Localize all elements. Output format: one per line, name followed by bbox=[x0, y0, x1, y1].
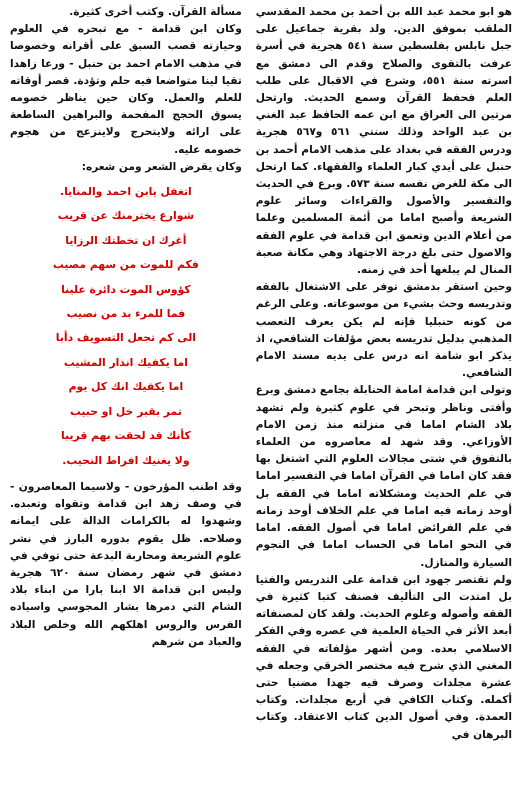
works-paragraph: ولم تقتصر جهود ابن قدامة على التدريس والفتيا بل امتدت الى التأليف فصنف كتبا كثيرة في الفقه وأصوله وعلوم الحديث. ولقد كان لمصنفاته أبعد الأثر في الحياة العلمية في عصره وفي الفكر الاسلامي بعده. ومن أشهر مؤلفاته في الفقه المغني الذي شرح فيه مختصر الخرقي وجعله في عشرة مجلدات وصرف فيه جهدا مضنيا حتى أكمله. وكتاب الكافي في أربع مجلدات. وكتاب العمدة. وفي أصول الدين كتاب الاعتقاد. وكتاب البرهان في bbox=[255, 573, 512, 741]
poem bbox=[10, 180, 242, 473]
after-poem bbox=[10, 479, 242, 651]
left-column bbox=[10, 4, 242, 796]
poem-line: ولا يغنيك افراط النحيب. bbox=[62, 453, 190, 467]
imamate-paragraph: وتولى ابن قدامة امامة الحنابلة بجامع دمشق وبرع وأفتى وناظر وتبحر في علوم كثيرة ولم تشهد بلاد الشام اماما في منزلته منذ زمن الامام الأوزاعي. وقد شهد له معاصروه من العلماء بالتفوق في شتى مجالات العلوم التي اشتغل بها فقد كان اماما في القرآن اماما في التفسير اماما في علم الحديث ومشكلاته اماما في الفقه بل أوحد زمانه فيه اماما في علم الخلاف أوحد زمانه في علم الفرائض اماما في أصول الفقه. اماما في النحو اماما في الحساب اماما في النجوم السيارة والمنازل. bbox=[255, 384, 512, 569]
poem-line: تمر بقبر خل او حبيب bbox=[69, 404, 182, 418]
poem-line: الى كم تجعل التسويف دأبا bbox=[55, 331, 196, 345]
poem-intro: وكان يقرض الشعر ومن شعره: bbox=[81, 160, 242, 173]
poem-line: أغرك ان تخطتك الرزايا bbox=[65, 233, 187, 247]
right-column bbox=[256, 4, 512, 796]
poem-line: اما يكفيك انذار المشيب bbox=[63, 355, 188, 369]
poem-line: فكم للموت من سهم مصيب bbox=[52, 258, 199, 272]
poem-line: كأنك قد لحقت بهم قريبا bbox=[61, 429, 191, 443]
damascus-paragraph: وحين استقر بدمشق توفر على الاشتغال بالفقه وتدريسه وحث بشيء من موسوعاته. وعلى الرغم من كونه حنبليا فإنه لم يكن يعرف التعصب المذهبي بدليل تدريسه بعض مؤلفات الشافعي، اذ يذكر ابو شامة انه درس على يديه مسند الامام الشافعي. bbox=[255, 281, 512, 380]
intro-paragraph: هو ابو محمد عبد الله بن أحمد بن محمد المقدسي الملقب بموفق الدين. ولد بقرية جماعيل على جبل نابلس بفلسطين سنة ٥٤١ هجرية في أسرة عرفت بالتقوى والصلاح وقدم الى دمشق مع اسرته سنة ٥٥١، وشرع في الاقبال على طلب العلم فحفظ القرآن وسمع الحديث. وارتحل مرتين الى العراق مع ابن عمه الحافظ عبد الغني بن عبد الواحد وذلك سنتي ٥٦١ و٥٦٧ هجرية ودرس الفقه في بغداد على مذهب الامام أحمد بن حنبل على أيدي كبار العلماء والفقهاء. كما ارتحل الى مكة للغرض نفسه سنة ٥٧٣. وبرع في الحديث والتفسير والأصول والقراءات وسائر علوم الشريعة وأصبح اماما من أئمة المسلمين وعلما من أعلام الدين وتعمق ابن قدامة في علوم الفقه والاصول حتى بلغ درجة الاجتهاد وهي مكانة صعبة المنال لم يبلغها أحد في زمنه. bbox=[255, 6, 512, 277]
poem-line: فما للمرء بد من نصيب bbox=[66, 307, 186, 321]
character-paragraph: وكان ابن قدامة - مع تبحره في العلوم وحيازته قصب السبق على أقرانه وخصوصا في مذهب الامام احمد بن حنبل - ورعا زاهدا تقيا لينا متواضعا فيه حلم وتؤدة. قصر أوقاته للعلم والعمل. وكان حين يناظر خصومه يسوق الحجج المفحمة والبراهين الساطعة على ارائه ولايتحرج ولاينزعج من هجوم خصومه عليه. bbox=[10, 23, 242, 156]
other-books-paragraph: مسألة القرآن. وكتب أخرى كثيرة. bbox=[69, 6, 242, 18]
closing-paragraph: وقد اطنب المؤرخون - ولاسيما المعاصرون - في وصف زهد ابن قدامة وتقواه وتعبده. وشهدوا له بالكرامات الدالة على ايمانه وصلاحه. ظل يقوم بدوره البارز في نشر علوم الشريعة ومحاربة البدعة حتى توفي في دمشق في شهر رمضان سنة ٦٢٠ هجرية وليس ابن قدامة الا ابنا بارا من ابناء بلاد الشام التي دمرها بشار المجوسي واسياده الفرس والروس اهلكهم الله وخلص البلاد والعباد من شرهم bbox=[10, 480, 242, 648]
poem-line: كؤوس الموت دائرة علينا bbox=[61, 282, 191, 296]
poem-line: اتغفل يابن احمد والمنايا. bbox=[60, 185, 192, 199]
poem-line: شوارع يخترمنك عن قريب bbox=[57, 209, 195, 223]
poem-line: اما يكفيك انك كل يوم bbox=[68, 380, 184, 394]
